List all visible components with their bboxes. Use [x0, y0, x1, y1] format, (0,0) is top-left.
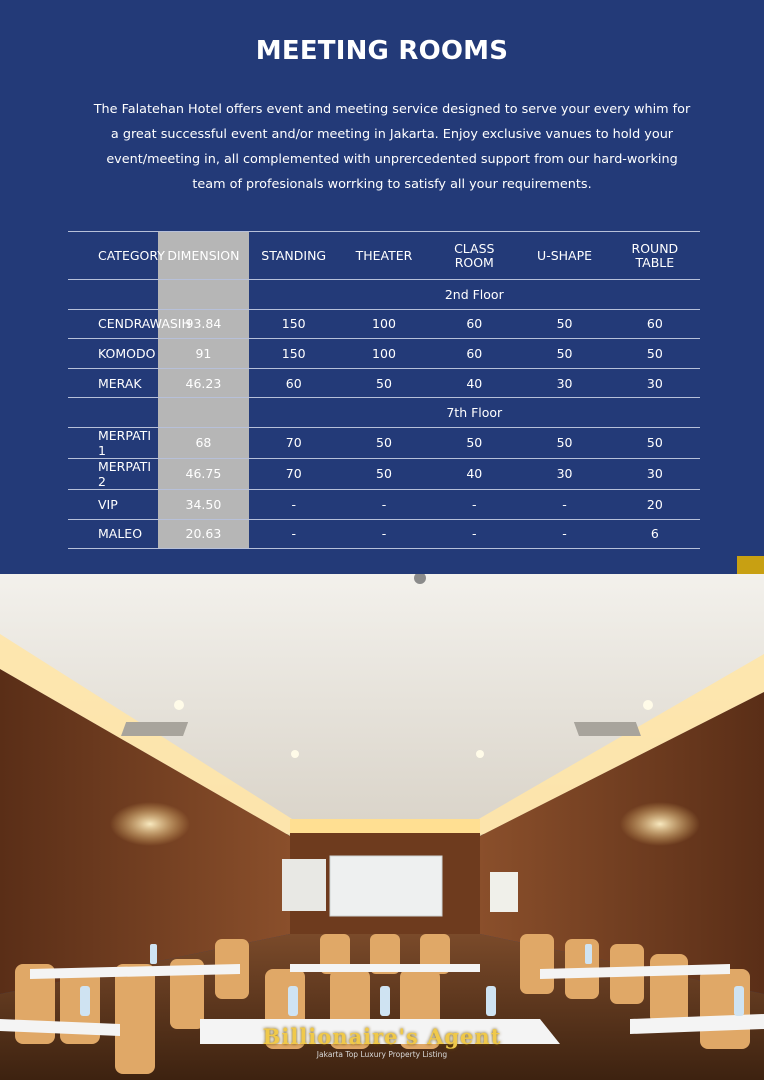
page-title: MEETING ROOMS — [255, 36, 509, 66]
table-row — [68, 489, 700, 519]
header-round-table — [610, 232, 700, 280]
room-dimension: 68 — [158, 427, 248, 458]
table-row — [68, 309, 700, 339]
logo-tagline: Jakarta Top Luxury Property Listing — [316, 1050, 448, 1059]
class-room-capacity: - — [429, 519, 519, 549]
class-room-capacity: 40 — [429, 368, 519, 398]
meeting-room-illustration — [0, 574, 764, 1080]
wall-lamp-glow — [620, 802, 700, 846]
table-header-row — [68, 232, 700, 280]
floor-row-dimension-cell — [158, 398, 248, 428]
table-row — [68, 519, 700, 549]
room-dimension: 93.84 — [158, 309, 248, 339]
class-room-capacity: 60 — [429, 309, 519, 339]
ceiling-light — [476, 750, 484, 758]
u-shape-capacity: 50 — [519, 427, 609, 458]
floor-row-dimension-cell — [158, 280, 248, 310]
ceiling-vent — [574, 722, 641, 736]
floor-row — [68, 398, 700, 428]
intro-paragraph: The Falatehan Hotel offers event and meeting service designed to serve your every whim for a great successful event and/or meeting in Jakarta. Enjoy exclusive vanues to hold your event/meeting in, all complemented with unprercedented support from our hard-working team of profesionals worrking to satisfy all your requirements. — [93, 102, 691, 192]
theater-capacity: - — [339, 519, 429, 549]
room-dimension: 46.75 — [158, 458, 248, 489]
theater-capacity: - — [339, 489, 429, 519]
room-dimension: 46.23 — [158, 368, 248, 398]
ceiling-light — [174, 700, 184, 710]
theater-capacity: 100 — [339, 309, 429, 339]
floor-row-blank — [68, 280, 158, 310]
header-standing: STANDING — [249, 232, 339, 280]
class-room-capacity: - — [429, 489, 519, 519]
floor-label: 2nd Floor — [249, 280, 700, 310]
table-row — [68, 427, 700, 458]
room-name: MERAK — [68, 368, 158, 398]
table-row — [68, 339, 700, 369]
floor-label: 7th Floor — [249, 398, 700, 428]
room-name: MERPATI 1 — [68, 427, 158, 458]
class-room-capacity: 60 — [429, 339, 519, 369]
room-dimension: 91 — [158, 339, 248, 369]
class-room-capacity: 40 — [429, 458, 519, 489]
theater-capacity: 50 — [339, 368, 429, 398]
u-shape-capacity: 50 — [519, 309, 609, 339]
u-shape-capacity: - — [519, 519, 609, 549]
header-u-shape: U-SHAPE — [519, 232, 609, 280]
standing-capacity: 70 — [249, 458, 339, 489]
header-round-table-label: ROUND TABLE — [631, 240, 679, 270]
theater-capacity: 50 — [339, 427, 429, 458]
table-row — [68, 458, 700, 489]
standing-capacity: 150 — [249, 339, 339, 369]
room-name: VIP — [68, 489, 158, 519]
u-shape-capacity: - — [519, 489, 609, 519]
class-room-capacity: 50 — [429, 427, 519, 458]
projection-screen — [330, 856, 442, 916]
meeting-rooms-table — [68, 231, 700, 549]
round-table-capacity: 20 — [610, 489, 700, 519]
round-table-capacity: 60 — [610, 309, 700, 339]
round-table-capacity: 30 — [610, 458, 700, 489]
standing-capacity: - — [249, 489, 339, 519]
room-name: MALEO — [68, 519, 158, 549]
round-table-capacity: 30 — [610, 368, 700, 398]
standing-capacity: 70 — [249, 427, 339, 458]
ceiling-light — [291, 750, 299, 758]
header-category: CATEGORY — [68, 232, 158, 280]
standing-capacity: - — [249, 519, 339, 549]
header-class-room-label: CLASS ROOM — [454, 240, 495, 270]
standing-capacity: 60 — [249, 368, 339, 398]
theater-capacity: 100 — [339, 339, 429, 369]
ceiling-vent — [121, 722, 188, 736]
flip-chart — [282, 859, 326, 911]
room-name: CENDRAWASIH — [68, 309, 158, 339]
room-dimension: 34.50 — [158, 489, 248, 519]
cove-light-back — [290, 819, 480, 833]
u-shape-capacity: 50 — [519, 339, 609, 369]
header-dimension: DIMENSION — [158, 232, 248, 280]
meeting-room-photo — [0, 574, 764, 1080]
floor-row-blank — [68, 398, 158, 428]
table-row — [68, 368, 700, 398]
ceiling-light — [643, 700, 653, 710]
theater-capacity: 50 — [339, 458, 429, 489]
room-name: KOMODO — [68, 339, 158, 369]
floor-row — [68, 280, 700, 310]
standing-capacity: 150 — [249, 309, 339, 339]
round-table-capacity: 6 — [610, 519, 700, 549]
round-table-capacity: 50 — [610, 339, 700, 369]
u-shape-capacity: 30 — [519, 458, 609, 489]
logo-text: Billionaire's Agent — [262, 1024, 502, 1049]
header-theater: THEATER — [339, 232, 429, 280]
u-shape-capacity: 30 — [519, 368, 609, 398]
watermark-logo — [257, 1024, 507, 1059]
wall-lamp-glow — [110, 802, 190, 846]
easel — [490, 872, 518, 912]
room-dimension: 20.63 — [158, 519, 248, 549]
room-name: MERPATI 2 — [68, 458, 158, 489]
round-table-capacity: 50 — [610, 427, 700, 458]
header-class-room — [429, 232, 519, 280]
